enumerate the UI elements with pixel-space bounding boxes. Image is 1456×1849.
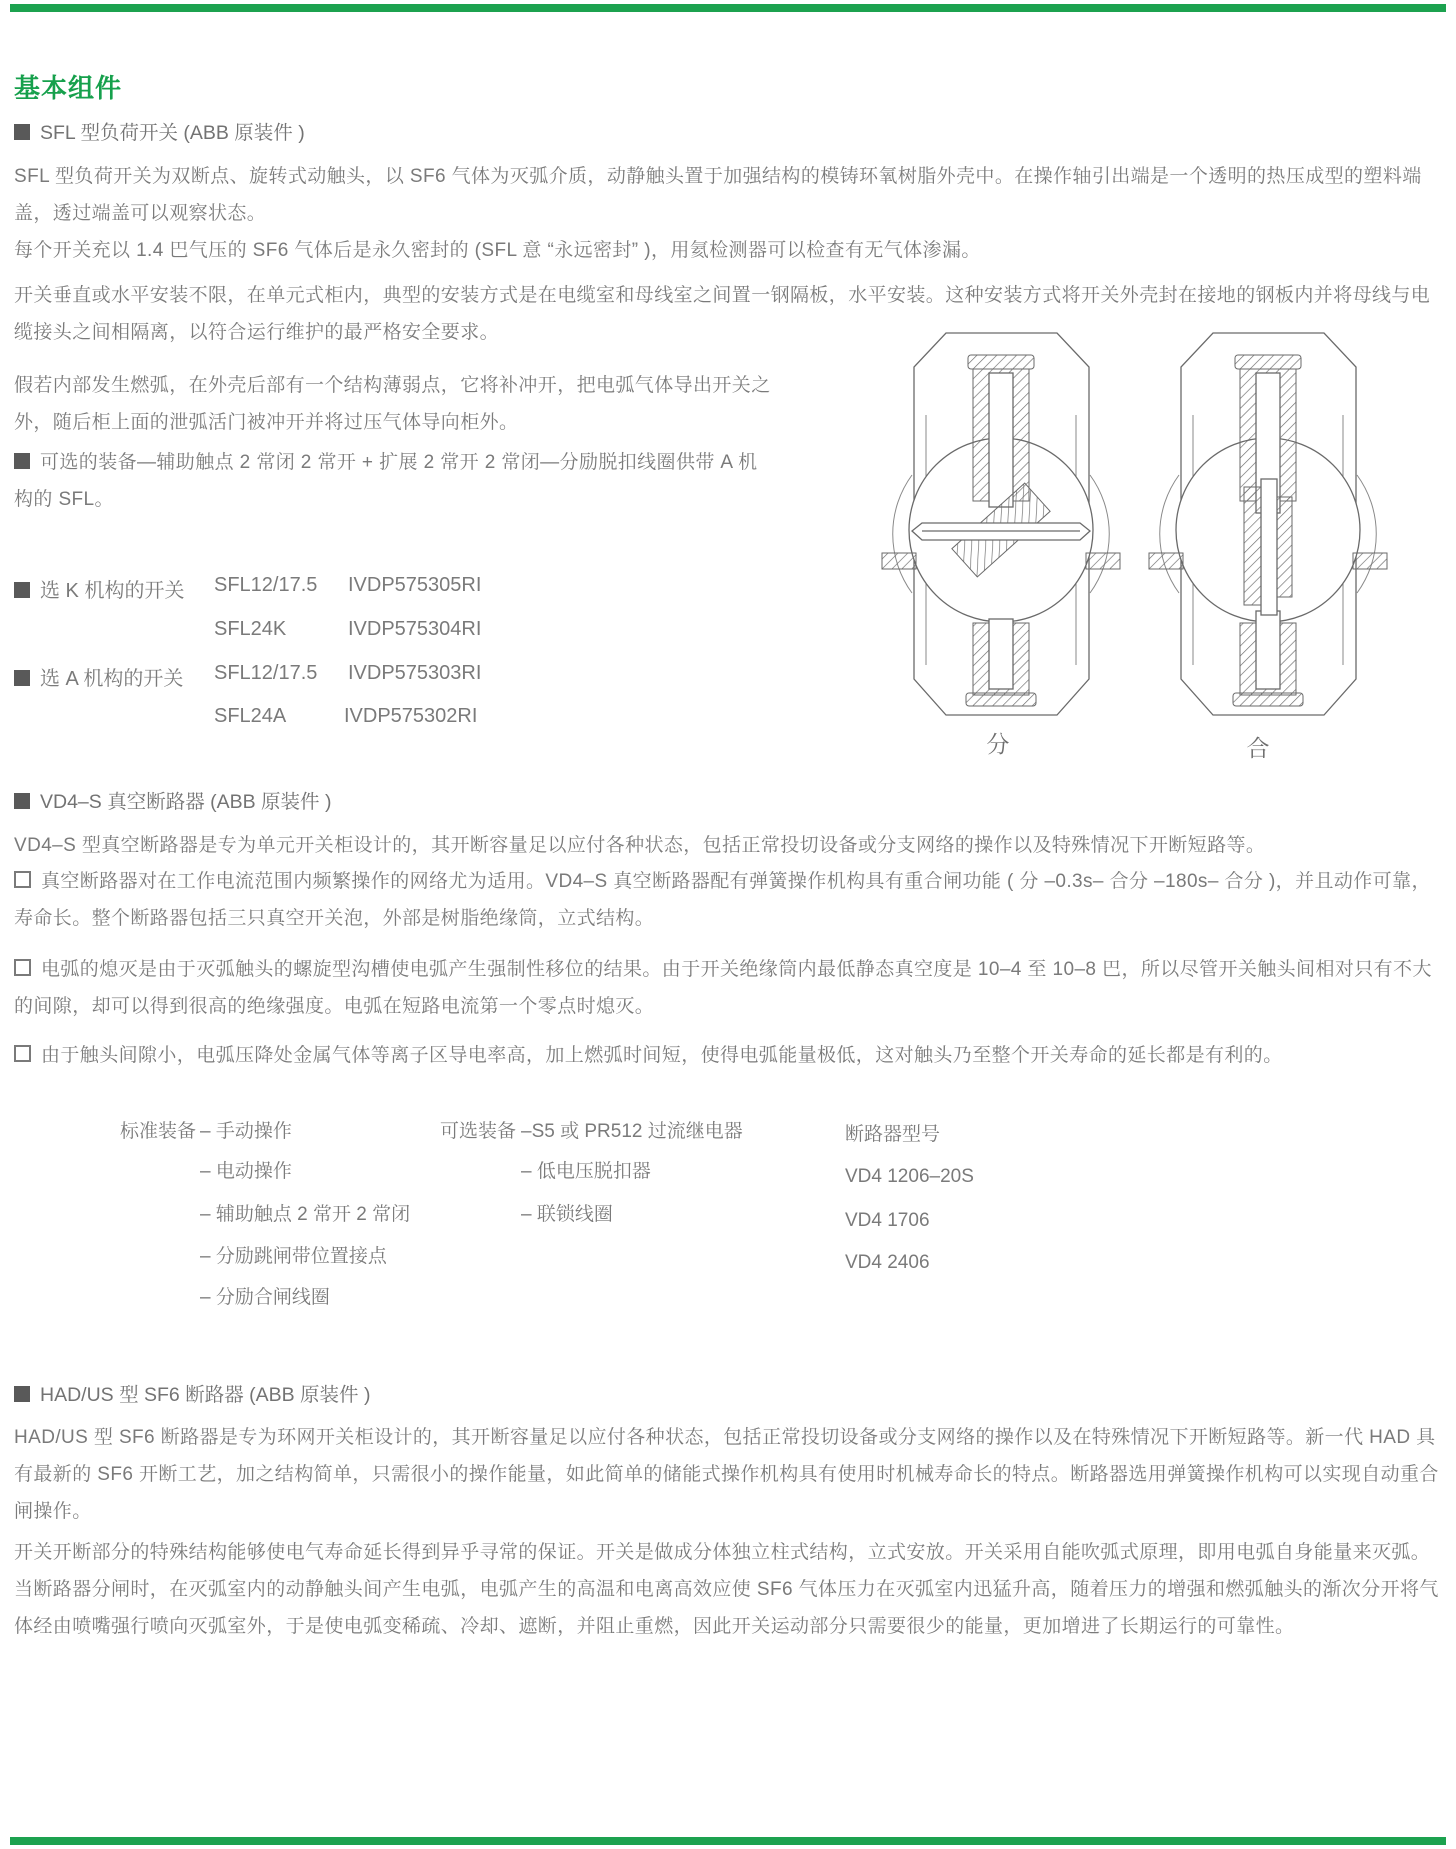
- filled-square-bullet-icon: [14, 670, 30, 686]
- top-green-rule: [10, 4, 1446, 12]
- selector-code: IVDP575302RI: [344, 705, 478, 727]
- breaker-model: VD4 2406: [845, 1252, 930, 1273]
- sfl-section-header: [14, 120, 305, 146]
- selector-row: [14, 662, 714, 688]
- filled-square-bullet-icon: [14, 582, 30, 598]
- outline-square-bullet-icon: [14, 871, 31, 888]
- selector-label: 选 K 机构的开关: [14, 580, 184, 602]
- sfl-paragraph-4: 假若内部发生燃弧，在外壳后部有一个结构薄弱点，它将补冲开，把电弧气体导出开关之外，随后柜上面的泄弧活门被冲开并将过压气体导向柜外。: [14, 375, 771, 433]
- selector-row: [14, 705, 714, 731]
- vd4-section-header-text: VD4–S 真空断路器 (ABB 原装件 ): [40, 791, 332, 813]
- std-equipment-label: 标准装备: [120, 1121, 197, 1142]
- selector-code: IVDP575304RI: [348, 618, 482, 640]
- sfl-open-position-drawing: [876, 327, 1126, 729]
- filled-square-bullet-icon: [14, 453, 30, 469]
- selector-model: SFL12/17.5: [214, 574, 318, 596]
- vd4-bullet-3: 由于触头间隙小，电弧压降处金属气体等离子区导电率高，加上燃弧时间短，使得电弧能量极低，这对触头乃至整个开关寿命的延长都是有利的。: [14, 1037, 1444, 1074]
- fig-closed-label: 合: [1246, 735, 1270, 761]
- had-section-header: [14, 1382, 370, 1408]
- had-paragraph-1: HAD/US 型 SF6 断路器是专为环网开关柜设计的，其开断容量足以应付各种状态，包括正常投切设备或分支网络的操作以及在特殊情况下开断短路等。新一代 HAD 具有最新的 SF6 开断工艺，加之结构简单，只需很小的操作能量，如此简单的储能式操作机构具有使用时机械寿命长的特点。断路器选用弹簧操作机构可以实现自动重合闸操作。: [14, 1427, 1439, 1522]
- vd4-bullet-1: 真空断路器对在工作电流范围内频繁操作的网络尤为适用。VD4–S 真空断路器配有弹簧操作机构具有重合闸功能 ( 分 –0.3s– 合分 –180s– 合分 )，并且动作可靠，寿命长。整个断路器包括三只真空开关泡，外部是树脂绝缘筒，立式结构。: [14, 871, 1431, 929]
- selector-code: IVDP575303RI: [348, 662, 482, 684]
- vd4-section-header: [14, 789, 331, 815]
- outline-square-bullet-icon: [14, 959, 31, 976]
- opt-equipment-item: –S5 或 PR512 过流继电器: [521, 1121, 743, 1142]
- vd4-bullet-2: 电弧的熄灭是由于灭弧触头的螺旋型沟槽使电弧产生强制性移位的结果。由于开关绝缘筒内最低静态真空度是 10–4 至 10–8 巴，所以尽管开关触头间相对只有不大的间隙，却可以得到很高的绝缘强度。电弧在短路电流第一个零点时熄灭。: [14, 959, 1432, 1017]
- sfl-optional-equipment-line: [14, 444, 772, 518]
- breaker-model: VD4 1706: [845, 1210, 930, 1231]
- selector-model: SFL12/17.5: [214, 662, 318, 684]
- filled-square-bullet-icon: [14, 124, 30, 140]
- breaker-models-label: 断路器型号: [845, 1124, 941, 1145]
- opt-equipment-label: 可选装备: [440, 1121, 517, 1142]
- bottom-green-rule: [10, 1837, 1446, 1845]
- std-equipment-item: – 辅助触点 2 常开 2 常闭: [200, 1204, 411, 1225]
- had-paragraph-2: 开关开断部分的特殊结构能够使电气寿命延长得到异乎寻常的保证。开关是做成分体独立柱式结构，立式安放。开关采用自能吹弧式原理，即用电弧自身能量来灭弧。当断路器分闸时，在灭弧室内的动静触头间产生电弧，电弧产生的高温和电离高效应使 SF6 气体压力在灭弧室内迅猛升高，随着压力的增强和燃弧触头的渐次分开将气体经由喷嘴强行喷向灭弧室外，于是使电弧变稀疏、冷却、遮断，并阻止重燃，因此开关运动部分只需要很少的能量，更加增进了长期运行的可靠性。: [14, 1542, 1439, 1637]
- outline-square-bullet-icon: [14, 1045, 31, 1062]
- sfl-section-header-text: SFL 型负荷开关 (ABB 原装件 ): [40, 122, 305, 144]
- std-equipment-item: – 电动操作: [200, 1161, 292, 1182]
- sfl-optional-equipment-text: 可选的装备—辅助触点 2 常闭 2 常开 + 扩展 2 常开 2 常闭—分励脱扣线圈供带 A 机构的 SFL。: [14, 452, 758, 510]
- std-equipment-item: – 分励合闸线圈: [200, 1287, 330, 1308]
- std-equipment-item: – 手动操作: [200, 1121, 292, 1142]
- fig-open-label: 分: [986, 731, 1010, 757]
- selector-label: 选 A 机构的开关: [14, 668, 183, 690]
- page-title: 基本组件: [14, 73, 123, 103]
- opt-equipment-item: – 低电压脱扣器: [521, 1161, 651, 1182]
- selector-model: SFL24K: [214, 618, 287, 640]
- sfl-paragraph-2: 每个开关充以 1.4 巴气压的 SF6 气体后是永久密封的 (SFL 意 “永远密封” )，用氦检测器可以检查有无气体渗漏。: [14, 240, 981, 261]
- selector-row: [14, 618, 714, 644]
- opt-equipment-item: – 联锁线圈: [521, 1204, 613, 1225]
- vd4-paragraph-1: VD4–S 型真空断路器是专为单元开关柜设计的，其开断容量足以应付各种状态，包括正常投切设备或分支网络的操作以及特殊情况下开断短路等。: [14, 835, 1266, 856]
- had-section-header-text: HAD/US 型 SF6 断路器 (ABB 原装件 ): [40, 1384, 371, 1406]
- breaker-model: VD4 1206–20S: [845, 1166, 974, 1187]
- std-equipment-item: – 分励跳闸带位置接点: [200, 1246, 387, 1267]
- selector-code: IVDP575305RI: [348, 574, 482, 596]
- selector-row: [14, 574, 714, 600]
- sfl-closed-position-drawing: [1143, 327, 1393, 729]
- filled-square-bullet-icon: [14, 1386, 30, 1402]
- sfl-paragraph-1: SFL 型负荷开关为双断点、旋转式动触头，以 SF6 气体为灭弧介质，动静触头置于加强结构的模铸环氧树脂外壳中。在操作轴引出端是一个透明的热压成型的塑料端盖，透过端盖可以观察状态。: [14, 166, 1422, 224]
- selector-model: SFL24A: [214, 705, 287, 727]
- sfl-paragraph-3: 开关垂直或水平安装不限，在单元式柜内，典型的安装方式是在电缆室和母线室之间置一钢隔板，水平安装。这种安装方式将开关外壳封在接地的钢板内并将母线与电缆接头之间相隔离，以符合运行维护的最严格安全要求。: [14, 285, 1431, 343]
- filled-square-bullet-icon: [14, 793, 30, 809]
